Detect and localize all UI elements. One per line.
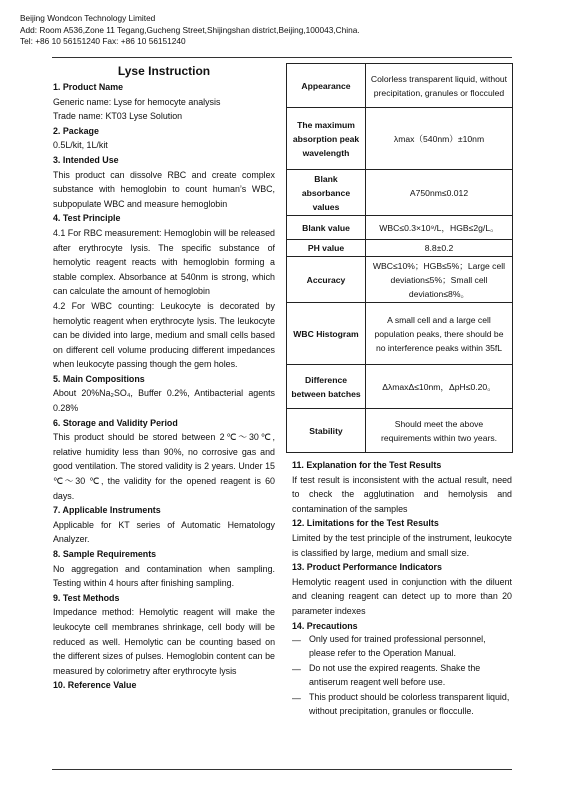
spec-key: PH value bbox=[287, 240, 366, 257]
section-paragraph: 4.1 For RBC measurement: Hemoglobin will be released after erythrocyte lysis. The specific substance of hemolytic reagent reacts with hemoglobin forming a stable complex. Absorbance at 540nm is strong, which can calculate the amount of hemoglobin bbox=[53, 227, 275, 297]
spec-value: ΔλmaxΔ≤10nm，ΔpH≤0.20。 bbox=[366, 365, 513, 409]
company-name: Beijing Wondcon Technology Limited bbox=[20, 13, 156, 23]
spec-row bbox=[287, 365, 513, 409]
spec-value: WBC≤10%；HGB≤5%；Large cell deviation≤5%；Small cell deviation≤8%。 bbox=[366, 257, 513, 303]
spec-row bbox=[287, 240, 513, 257]
spec-row bbox=[287, 64, 513, 108]
spec-value: A small cell and a large cell population peaks, there should be no interference peaks within 35fL bbox=[366, 303, 513, 365]
section-paragraph: Impedance method: Hemolytic reagent will make the leukocyte cell membranes shrinkage, cell body will be reduced as well. Hemolytic can be counting based on the different sizes of pulses. Hemoglobin content can be measured by colorimetry after erythrocyte lysis bbox=[53, 607, 275, 676]
spec-row bbox=[287, 257, 513, 303]
section-heading: 7. Applicable Instruments bbox=[53, 505, 161, 516]
spec-row bbox=[287, 170, 513, 216]
company-address: Add: Room A536,Zone 11 Tegang,Gucheng Street,Shijingshan district,Beijing,100043,China. bbox=[20, 24, 360, 35]
spec-row bbox=[287, 108, 513, 170]
section-paragraph: This product should be stored between 2℃～30℃, relative humidity less than 90%, no corrosive gas and good ventilation. The stored validity is 2 years. Under 15 ℃～30 ℃, the validity for the opened reagent is 60 days. bbox=[53, 432, 275, 501]
section-heading: 8. Sample Requirements bbox=[53, 549, 157, 559]
section-heading: 11. Explanation for the Test Results bbox=[292, 460, 442, 470]
footer-rule bbox=[52, 769, 512, 770]
spec-row bbox=[287, 216, 513, 240]
precaution-item bbox=[292, 691, 512, 720]
spec-key: Blank value bbox=[287, 216, 366, 240]
spec-table bbox=[286, 63, 513, 453]
page-title: Lyse Instruction bbox=[117, 64, 211, 78]
precaution-text: This product should be colorless transparent liquid, without precipitation, granules or flocculle. bbox=[309, 692, 510, 716]
section-heading: 14. Precautions bbox=[292, 620, 358, 631]
precaution-item bbox=[292, 662, 512, 691]
spec-key: Appearance bbox=[287, 64, 366, 108]
precaution-bullet: — bbox=[292, 693, 301, 704]
section-heading: 4. Test Principle bbox=[53, 213, 121, 224]
company-contact: Tel: +86 10 56151240 Fax: +86 10 56151240 bbox=[20, 36, 186, 46]
precaution-text: Only used for trained professional personnel, please refer to the Operation Manual. bbox=[309, 634, 486, 658]
section-paragraph: No aggregation and contamination when sampling. Testing within 4 hours after finishing sampling. bbox=[53, 563, 275, 589]
spec-key: Blank absorbance values bbox=[287, 170, 366, 216]
right-column bbox=[292, 458, 512, 720]
spec-value: λmax（540nm）±10nm bbox=[366, 108, 513, 170]
spec-value: Colorless transparent liquid, without precipitation, granules or flocculed bbox=[366, 64, 513, 108]
spec-value: WBC≤0.3×10⁹/L，HGB≤2g/L。 bbox=[366, 216, 513, 240]
precaution-list bbox=[292, 633, 512, 720]
left-sections bbox=[53, 80, 275, 693]
section-heading: 13. Product Performance Indicators bbox=[292, 562, 442, 573]
precaution-bullet: — bbox=[292, 664, 301, 675]
precaution-text: Do not use the expired reagents. Shake the antiserum reagent well before use. bbox=[309, 663, 481, 687]
section-heading: 2. Package bbox=[53, 125, 99, 136]
spec-row bbox=[287, 409, 513, 453]
section-paragraph: About 20%Na₂SO₄, Buffer 0.2%, Antibacterial agents 0.28% bbox=[53, 388, 275, 414]
spec-value: 8.8±0.2 bbox=[366, 240, 513, 257]
section-paragraph: Applicable for KT series of Automatic Hematology Analyzer. bbox=[53, 519, 275, 545]
section-heading: 12. Limitations for the Test Results bbox=[292, 518, 439, 529]
section-heading: 3. Intended Use bbox=[53, 154, 119, 165]
spec-key: Difference between batches bbox=[287, 365, 366, 409]
spec-key: Stability bbox=[287, 409, 366, 453]
section-heading: 6. Storage and Validity Period bbox=[53, 417, 178, 428]
section-paragraph: Hemolytic reagent used in conjunction with the diluent and cleaning reagent can detect up to more than 20 parameter indexes bbox=[292, 576, 512, 616]
spec-row bbox=[287, 303, 513, 365]
left-column bbox=[53, 64, 275, 693]
section-paragraph: If test result is inconsistent with the actual result, need to check the agglutination and hemolysis and contamination of the samples bbox=[292, 474, 512, 514]
precaution-item bbox=[292, 633, 512, 662]
section-heading: 5. Main Compositions bbox=[53, 373, 145, 384]
company-header bbox=[20, 13, 360, 48]
header-rule bbox=[52, 57, 512, 58]
section-paragraph: 0.5L/kit, 1L/kit bbox=[53, 140, 108, 151]
section-paragraph: Limited by the test principle of the instrument, leukocyte is classified by large, medium and small size. bbox=[292, 532, 512, 558]
section-heading: 10. Reference Value bbox=[53, 680, 137, 691]
spec-value: A750nm≤0.012 bbox=[366, 170, 513, 216]
section-paragraph: Trade name: KT03 Lyse Solution bbox=[53, 111, 183, 122]
section-heading: 1. Product Name bbox=[53, 82, 124, 92]
section-paragraph: Generic name: Lyse for hemocyte analysis bbox=[53, 96, 221, 107]
spec-key: The maximum absorption peak wavelength bbox=[287, 108, 366, 170]
spec-value: Should meet the above requirements within two years. bbox=[366, 409, 513, 453]
spec-key: Accuracy bbox=[287, 257, 366, 303]
section-paragraph: 4.2 For WBC counting: Leukocyte is decorated by hemolytic reagent when erythrocyte lysis. The leukocyte can be divided into large, medium and small cells based on different cell volume producing different impedances when leukocyte passing though the gem holes. bbox=[53, 300, 275, 370]
spec-key: WBC Histogram bbox=[287, 303, 366, 365]
right-sections bbox=[292, 458, 512, 633]
section-paragraph: This product can dissolve RBC and create complex substance with hemoglobin to count human’s WBC, subpopulate WBC and measure hemoglobin bbox=[53, 169, 275, 209]
precaution-bullet: — bbox=[292, 635, 301, 646]
section-heading: 9. Test Methods bbox=[53, 592, 120, 603]
